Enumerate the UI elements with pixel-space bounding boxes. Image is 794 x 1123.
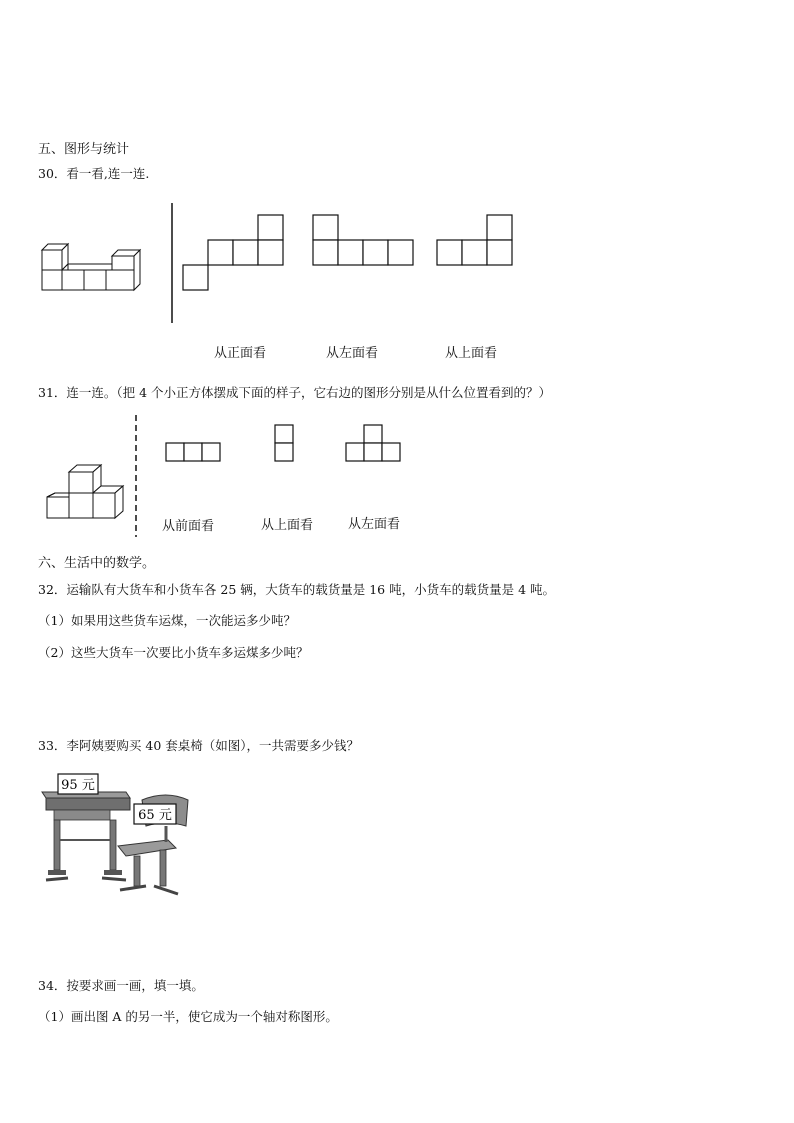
q30-label-front: 从正面看 <box>214 346 267 361</box>
q30-label-left: 从左面看 <box>326 346 379 361</box>
desk-price-text: 95 元 <box>61 778 95 793</box>
question-30-title: 30．看一看,连一连. <box>38 166 150 181</box>
q31-view-shape-3 <box>345 424 403 464</box>
desk-and-chair-illustration <box>38 770 198 902</box>
q31-view-shape-2 <box>274 424 296 464</box>
question-32-part-2: （2）这些大货车一次要比小货车多运煤多少吨？ <box>38 645 309 660</box>
q31-cube-figure <box>45 462 127 522</box>
q31-dashed-divider <box>134 415 138 537</box>
q31-label-left: 从左面看 <box>348 517 401 532</box>
q30-divider-line <box>170 203 174 323</box>
q31-label-front: 从前面看 <box>162 519 215 534</box>
q30-view-shape-3 <box>436 214 514 268</box>
question-34-title: 34．按要求画一画，填一填。 <box>38 978 204 993</box>
section-six-heading: 六、生活中的数学。 <box>38 556 156 571</box>
chair-price-text: 65 元 <box>138 808 172 823</box>
q31-label-top: 从上面看 <box>261 518 314 533</box>
question-34-part-1: （1）画出图 A 的另一半，使它成为一个轴对称图形。 <box>38 1009 338 1024</box>
section-five-heading: 五、图形与统计 <box>38 142 130 157</box>
q31-view-shape-1 <box>165 442 223 464</box>
q30-view-shape-1 <box>183 214 285 292</box>
question-33-title: 33．李阿姨要购买 40 套桌椅（如图），一共需要多少钱？ <box>38 738 360 753</box>
question-32-part-1: （1）如果用这些货车运煤，一次能运多少吨？ <box>38 613 296 628</box>
question-31-title: 31．连一连。（把 4 个小正方体摆成下面的样子，它右边的图形分别是从什么位置看到的？） <box>38 385 552 400</box>
question-32-title: 32．运输队有大货车和小货车各 25 辆，大货车的载货量是 16 吨，小货车的载货量是 4 吨。 <box>38 582 556 597</box>
q30-view-shape-2 <box>312 214 414 268</box>
q30-label-top: 从上面看 <box>445 346 498 361</box>
q30-cube-figure <box>40 238 155 293</box>
